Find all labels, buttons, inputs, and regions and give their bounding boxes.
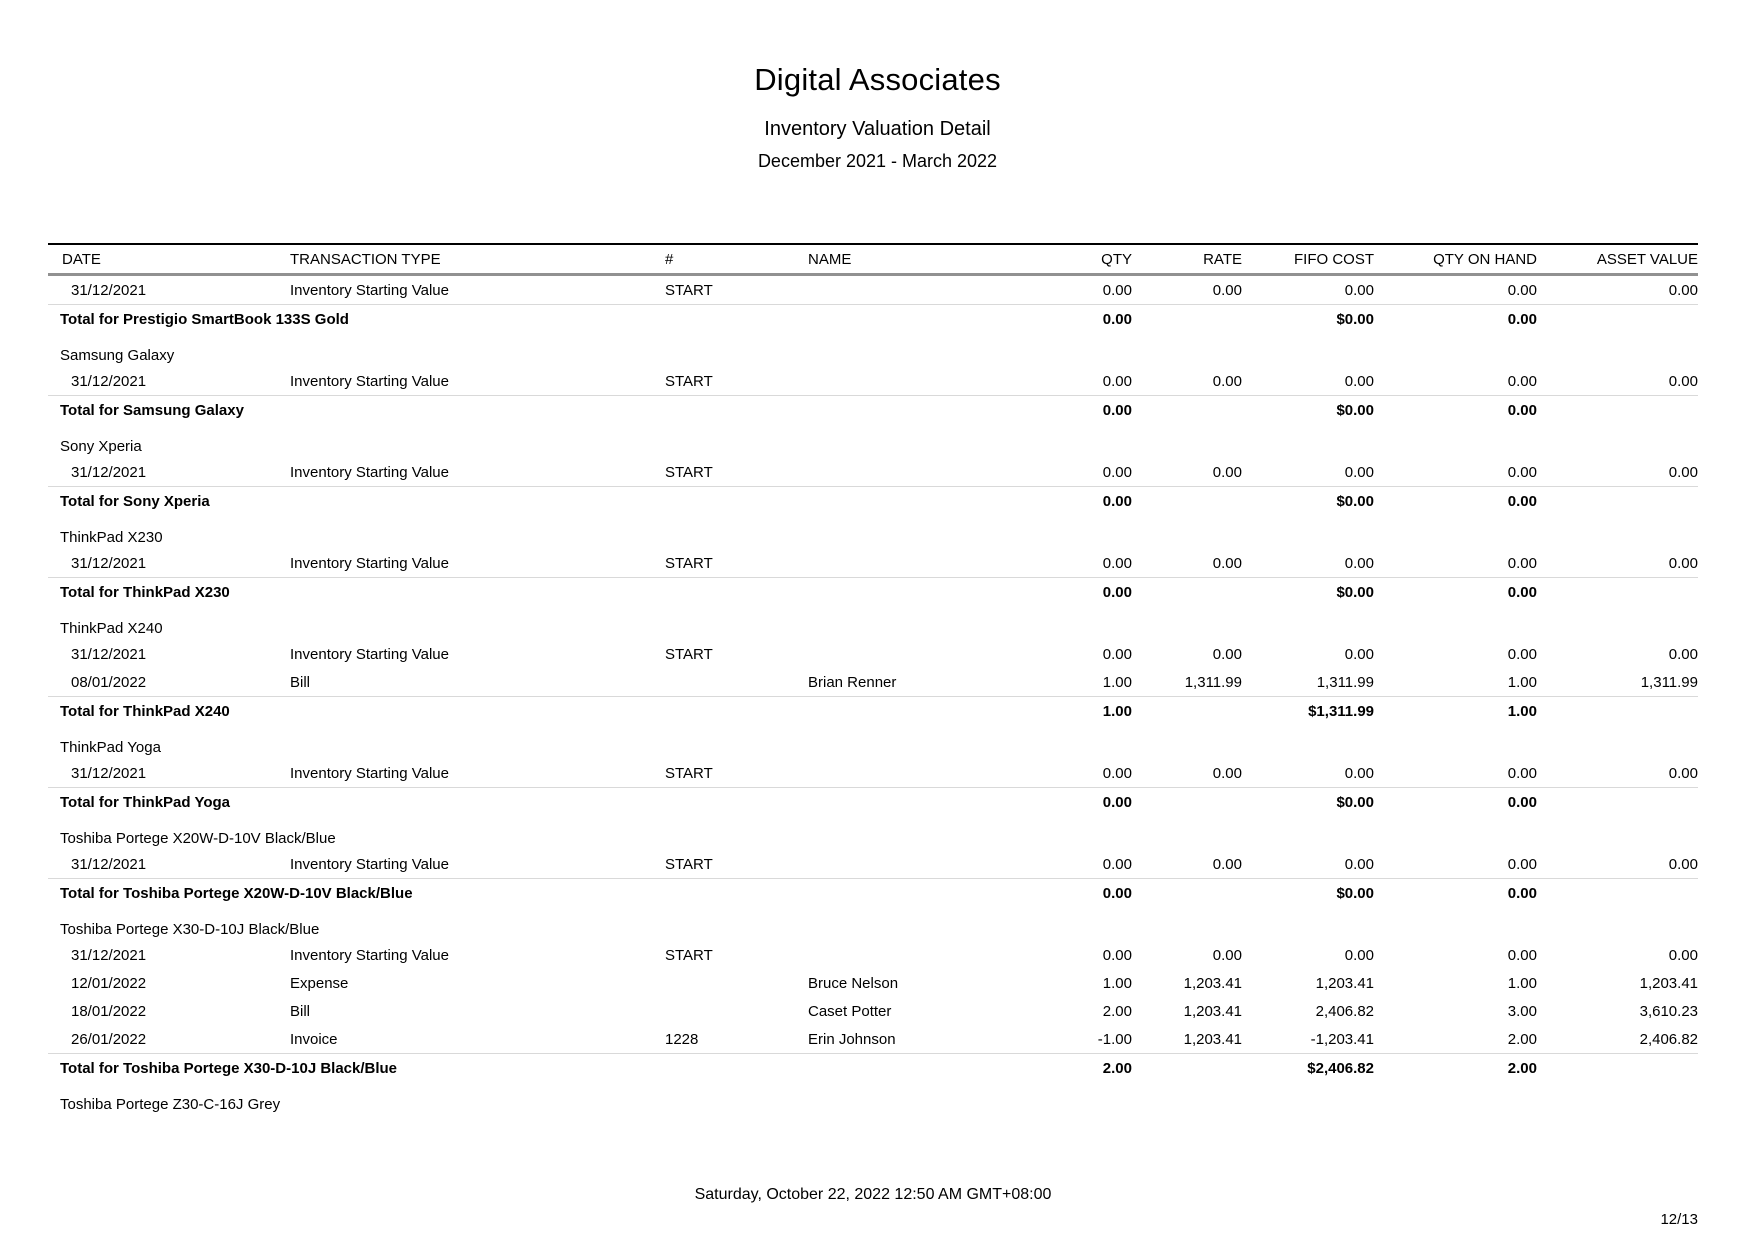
cell-qty_on_hand: 0.00: [1507, 764, 1537, 782]
table-row: [48, 458, 1698, 487]
cell-asset_value: 0.00: [1668, 554, 1698, 572]
table-body: [48, 276, 1698, 1116]
total-row: [48, 788, 1698, 816]
cell-num: START: [665, 855, 713, 873]
total-qty: 0.00: [1102, 583, 1132, 601]
total-fifo-cost: $0.00: [1336, 401, 1374, 419]
total-row: [48, 697, 1698, 725]
column-header-asset-value: ASSET VALUE: [1596, 250, 1698, 268]
product-name: Toshiba Portege X30-D-10J Black/Blue: [60, 921, 320, 938]
column-header-qty: QTY: [1101, 250, 1132, 268]
cell-asset_value: 0.00: [1668, 764, 1698, 782]
cell-rate: 0.00: [1212, 764, 1242, 782]
cell-num: START: [665, 645, 713, 663]
total-label: Total for Toshiba Portege X20W-D-10V Black/Blue: [60, 884, 413, 902]
table-row: [48, 759, 1698, 788]
table-row: [48, 640, 1698, 668]
cell-transaction_type: Invoice: [290, 1030, 338, 1048]
table-row: [48, 367, 1698, 396]
column-header-transaction-type: TRANSACTION TYPE: [290, 250, 441, 268]
total-label: Total for Toshiba Portege X30-D-10J Black/Blue: [60, 1059, 398, 1077]
cell-asset_value: 0.00: [1668, 281, 1698, 299]
cell-qty: -1.00: [1097, 1030, 1132, 1048]
cell-asset_value: 3,610.23: [1639, 1002, 1698, 1020]
cell-qty: 2.00: [1102, 1002, 1132, 1020]
total-row: [48, 879, 1698, 907]
cell-transaction_type: Expense: [290, 974, 349, 992]
cell-rate: 0.00: [1212, 645, 1242, 663]
cell-date: 12/01/2022: [71, 974, 147, 992]
cell-fifo_cost: 2,406.82: [1315, 1002, 1374, 1020]
cell-num: START: [665, 281, 713, 299]
product-section: [48, 333, 1698, 424]
cell-name: Brian Renner: [808, 673, 897, 691]
cell-fifo_cost: 0.00: [1344, 463, 1374, 481]
cell-num: START: [665, 554, 713, 572]
product-section: [48, 816, 1698, 907]
total-label: Total for Prestigio SmartBook 133S Gold: [60, 310, 349, 328]
cell-num: 1228: [665, 1030, 699, 1048]
cell-fifo_cost: 0.00: [1344, 281, 1374, 299]
cell-rate: 0.00: [1212, 554, 1242, 572]
total-fifo-cost: $0.00: [1336, 793, 1374, 811]
total-qty-on-hand: 0.00: [1507, 793, 1537, 811]
cell-date: 31/12/2021: [71, 855, 147, 873]
total-qty-on-hand: 0.00: [1507, 310, 1537, 328]
total-row: [48, 487, 1698, 515]
total-qty-on-hand: 2.00: [1507, 1059, 1537, 1077]
column-header-date: DATE: [62, 250, 101, 268]
cell-name: Erin Johnson: [808, 1030, 896, 1048]
cell-transaction_type: Inventory Starting Value: [290, 855, 449, 873]
total-label: Total for Sony Xperia: [60, 492, 210, 510]
column-header-fifo-cost: FIFO COST: [1294, 250, 1374, 268]
product-section: [48, 515, 1698, 606]
table-row: [48, 668, 1698, 697]
product-name: Toshiba Portege X20W-D-10V Black/Blue: [60, 830, 336, 847]
cell-qty: 0.00: [1102, 855, 1132, 873]
cell-date: 31/12/2021: [71, 946, 147, 964]
table-row: [48, 276, 1698, 305]
cell-qty: 0.00: [1102, 281, 1132, 299]
cell-rate: 1,203.41: [1183, 1002, 1242, 1020]
cell-num: START: [665, 946, 713, 964]
cell-qty: 0.00: [1102, 764, 1132, 782]
cell-date: 31/12/2021: [71, 463, 147, 481]
cell-qty: 0.00: [1102, 554, 1132, 572]
cell-name: Bruce Nelson: [808, 974, 899, 992]
cell-qty_on_hand: 0.00: [1507, 946, 1537, 964]
cell-fifo_cost: -1,203.41: [1310, 1030, 1374, 1048]
table-row: [48, 1025, 1698, 1054]
cell-qty_on_hand: 0.00: [1507, 645, 1537, 663]
cell-fifo_cost: 0.00: [1344, 764, 1374, 782]
product-name: ThinkPad X230: [60, 529, 163, 546]
total-qty: 2.00: [1102, 1059, 1132, 1077]
cell-fifo_cost: 0.00: [1344, 372, 1374, 390]
total-qty-on-hand: 0.00: [1507, 884, 1537, 902]
total-label: Total for ThinkPad X230: [60, 583, 230, 601]
product-name: Sony Xperia: [60, 438, 142, 455]
column-header-col: #: [665, 250, 674, 268]
cell-rate: 1,203.41: [1183, 1030, 1242, 1048]
cell-asset_value: 1,203.41: [1639, 974, 1698, 992]
cell-transaction_type: Inventory Starting Value: [290, 764, 449, 782]
cell-asset_value: 0.00: [1668, 372, 1698, 390]
cell-transaction_type: Bill: [290, 673, 311, 691]
cell-rate: 0.00: [1212, 855, 1242, 873]
total-row: [48, 578, 1698, 606]
cell-fifo_cost: 0.00: [1344, 645, 1374, 663]
product-name: Samsung Galaxy: [60, 347, 175, 364]
cell-transaction_type: Inventory Starting Value: [290, 554, 449, 572]
cell-rate: 0.00: [1212, 946, 1242, 964]
cell-date: 31/12/2021: [71, 645, 147, 663]
cell-fifo_cost: 0.00: [1344, 855, 1374, 873]
cell-asset_value: 2,406.82: [1639, 1030, 1698, 1048]
cell-fifo_cost: 1,203.41: [1315, 974, 1374, 992]
cell-date: 18/01/2022: [71, 1002, 147, 1020]
cell-date: 31/12/2021: [71, 281, 147, 299]
cell-asset_value: 0.00: [1668, 645, 1698, 663]
generated-timestamp: Saturday, October 22, 2022 12:50 AM GMT+08:00: [694, 1186, 1052, 1203]
cell-transaction_type: Bill: [290, 1002, 311, 1020]
company-name: Digital Associates: [754, 62, 1001, 97]
cell-asset_value: 0.00: [1668, 855, 1698, 873]
cell-name: Caset Potter: [808, 1002, 892, 1020]
cell-num: START: [665, 764, 713, 782]
product-name: ThinkPad Yoga: [60, 739, 161, 756]
column-header-name: NAME: [808, 250, 852, 268]
cell-fifo_cost: 0.00: [1344, 946, 1374, 964]
cell-date: 08/01/2022: [71, 673, 147, 691]
table-row: [48, 850, 1698, 879]
cell-qty_on_hand: 1.00: [1507, 673, 1537, 691]
cell-transaction_type: Inventory Starting Value: [290, 372, 449, 390]
total-fifo-cost: $1,311.99: [1308, 702, 1374, 720]
table-row: [48, 549, 1698, 578]
total-label: Total for ThinkPad X240: [60, 702, 230, 720]
table-row: [48, 941, 1698, 969]
cell-asset_value: 0.00: [1668, 463, 1698, 481]
cell-rate: 0.00: [1212, 372, 1242, 390]
cell-qty_on_hand: 0.00: [1507, 372, 1537, 390]
total-fifo-cost: $0.00: [1336, 884, 1374, 902]
cell-rate: 1,203.41: [1183, 974, 1242, 992]
table-row: [48, 997, 1698, 1025]
total-label: Total for ThinkPad Yoga: [60, 793, 231, 811]
cell-num: START: [665, 463, 713, 481]
cell-transaction_type: Inventory Starting Value: [290, 946, 449, 964]
cell-qty: 0.00: [1102, 372, 1132, 390]
table-header-row: [48, 243, 1698, 276]
cell-qty_on_hand: 3.00: [1507, 1002, 1537, 1020]
total-row: [48, 396, 1698, 424]
product-section: [48, 606, 1698, 725]
product-section: [48, 276, 1698, 333]
product-section: [48, 725, 1698, 816]
cell-qty: 1.00: [1102, 974, 1132, 992]
total-label: Total for Samsung Galaxy: [60, 401, 244, 419]
cell-date: 31/12/2021: [71, 372, 147, 390]
product-name: ThinkPad X240: [60, 620, 163, 637]
report-period: December 2021 - March 2022: [757, 151, 998, 171]
total-qty: 0.00: [1102, 492, 1132, 510]
total-row: [48, 305, 1698, 333]
product-name: Toshiba Portege Z30-C-16J Grey: [60, 1096, 281, 1113]
total-qty-on-hand: 0.00: [1507, 583, 1537, 601]
total-qty-on-hand: 0.00: [1507, 492, 1537, 510]
table-row: [48, 969, 1698, 997]
cell-date: 31/12/2021: [71, 554, 147, 572]
column-header-qty-on-hand: QTY ON HAND: [1433, 250, 1537, 268]
total-qty-on-hand: 1.00: [1507, 702, 1537, 720]
cell-qty_on_hand: 0.00: [1507, 855, 1537, 873]
total-qty: 0.00: [1102, 884, 1132, 902]
cell-qty: 0.00: [1102, 946, 1132, 964]
inventory-valuation-table: [48, 243, 1698, 1116]
total-fifo-cost: $2,406.82: [1307, 1059, 1374, 1077]
total-qty-on-hand: 0.00: [1507, 401, 1537, 419]
cell-date: 31/12/2021: [71, 764, 147, 782]
product-section: [48, 1082, 1698, 1116]
cell-fifo_cost: 0.00: [1344, 554, 1374, 572]
cell-qty_on_hand: 2.00: [1507, 1030, 1537, 1048]
cell-qty_on_hand: 0.00: [1507, 554, 1537, 572]
cell-fifo_cost: 1,311.99: [1316, 673, 1374, 691]
report-title: Inventory Valuation Detail: [764, 118, 991, 140]
cell-asset_value: 0.00: [1668, 946, 1698, 964]
cell-qty_on_hand: 0.00: [1507, 463, 1537, 481]
cell-transaction_type: Inventory Starting Value: [290, 645, 449, 663]
total-qty: 0.00: [1102, 310, 1132, 328]
product-section: [48, 424, 1698, 515]
cell-rate: 0.00: [1212, 281, 1242, 299]
cell-qty: 0.00: [1102, 645, 1132, 663]
cell-rate: 1,311.99: [1184, 673, 1242, 691]
total-fifo-cost: $0.00: [1336, 310, 1374, 328]
cell-transaction_type: Inventory Starting Value: [290, 463, 449, 481]
cell-qty_on_hand: 1.00: [1507, 974, 1537, 992]
column-header-rate: RATE: [1203, 250, 1242, 268]
cell-num: START: [665, 372, 713, 390]
total-fifo-cost: $0.00: [1336, 583, 1374, 601]
total-qty: 0.00: [1102, 401, 1132, 419]
total-qty: 0.00: [1102, 793, 1132, 811]
total-fifo-cost: $0.00: [1336, 492, 1374, 510]
cell-asset_value: 1,311.99: [1640, 673, 1698, 691]
cell-transaction_type: Inventory Starting Value: [290, 281, 449, 299]
total-row: [48, 1054, 1698, 1082]
cell-qty_on_hand: 0.00: [1507, 281, 1537, 299]
cell-qty: 0.00: [1102, 463, 1132, 481]
page-number: 12/13: [1660, 1211, 1698, 1228]
cell-qty: 1.00: [1102, 673, 1132, 691]
cell-rate: 0.00: [1212, 463, 1242, 481]
cell-date: 26/01/2022: [71, 1030, 147, 1048]
report-header: [0, 0, 1755, 172]
product-section: [48, 907, 1698, 1082]
total-qty: 1.00: [1102, 702, 1132, 720]
